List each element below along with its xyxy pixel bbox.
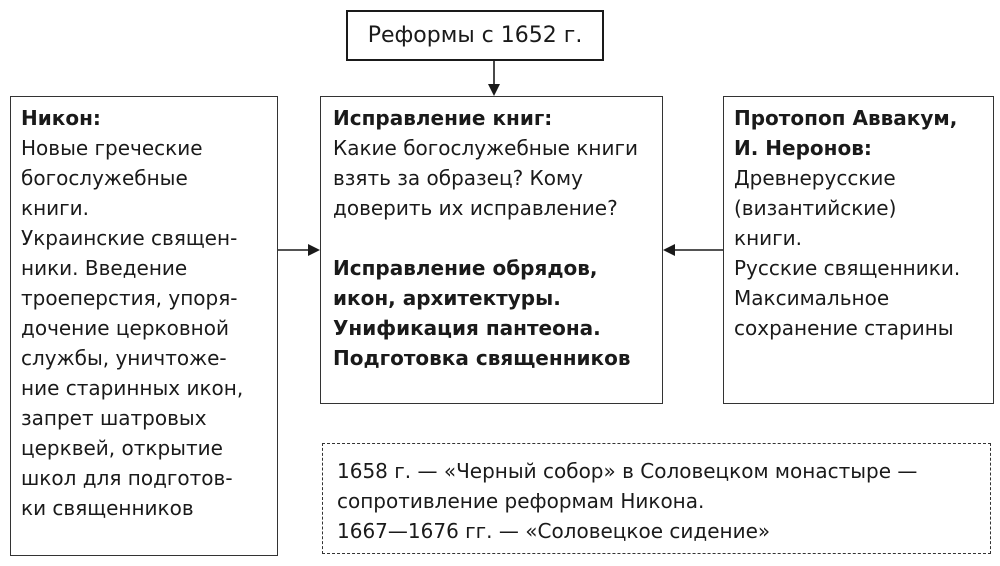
nikon-line: службы, уничтоже- <box>21 346 227 370</box>
nikon-line: ники. Введение <box>21 256 188 280</box>
book-correction-line: взять за образец? Кому <box>333 166 583 190</box>
arrow-down-icon <box>488 61 500 96</box>
avvakum-line: сохранение старины <box>734 316 954 340</box>
nikon-heading: Никон: <box>21 106 101 130</box>
book-correction-line: Какие богослужебные книги <box>333 136 638 160</box>
avvakum-line: Русские священники. <box>734 256 961 280</box>
avvakum-line: книги. <box>734 226 803 250</box>
nikon-line: дочение церковной <box>21 316 229 340</box>
nikon-line: ки священников <box>21 496 194 520</box>
avvakum-line: Древнерусские <box>734 166 896 190</box>
book-correction-line: доверить их исправление? <box>333 196 618 220</box>
nikon-line: школ для подготов- <box>21 466 233 490</box>
book-correction-box <box>320 96 663 404</box>
rites-reform-line: Унификация пантеона. <box>333 316 601 340</box>
solovetsky-line: 1658 г. — «Черный собор» в Соловецком монастыре — <box>337 459 918 483</box>
solovetsky-line: сопротивление реформам Никона. <box>337 489 705 513</box>
nikon-line: книги. <box>21 196 90 220</box>
rites-reform-line: Подготовка священников <box>333 346 631 370</box>
nikon-box <box>10 96 278 556</box>
nikon-line: ние старинных икон, <box>21 376 244 400</box>
nikon-line: троеперстия, упоря- <box>21 286 238 310</box>
nikon-line: церквей, открытие <box>21 436 223 460</box>
arrow-left-icon <box>663 244 723 256</box>
rites-reform-line: Исправление обрядов, <box>333 256 598 280</box>
avvakum-heading: Протопоп Аввакум, <box>734 106 958 130</box>
spacer <box>333 223 662 253</box>
arrow-right-icon <box>278 244 320 256</box>
nikon-line: запрет шатровых <box>21 406 207 430</box>
avvakum-box <box>723 96 994 404</box>
avvakum-line: (византийские) <box>734 196 897 220</box>
solovetsky-box <box>322 443 991 554</box>
nikon-line: богослужебные <box>21 166 188 190</box>
rites-reform-line: икон, архитектуры. <box>333 286 561 310</box>
reforms-title-box <box>346 10 604 61</box>
reforms-title: Реформы с 1652 г. <box>367 23 583 48</box>
avvakum-heading: И. Неронов: <box>734 136 872 160</box>
nikon-line: Украинские священ- <box>21 226 238 250</box>
book-correction-heading: Исправление книг: <box>333 106 553 130</box>
nikon-line: Новые греческие <box>21 136 203 160</box>
avvakum-line: Максимальное <box>734 286 890 310</box>
solovetsky-line: 1667—1676 гг. — «Соловецкое сидение» <box>337 519 771 543</box>
